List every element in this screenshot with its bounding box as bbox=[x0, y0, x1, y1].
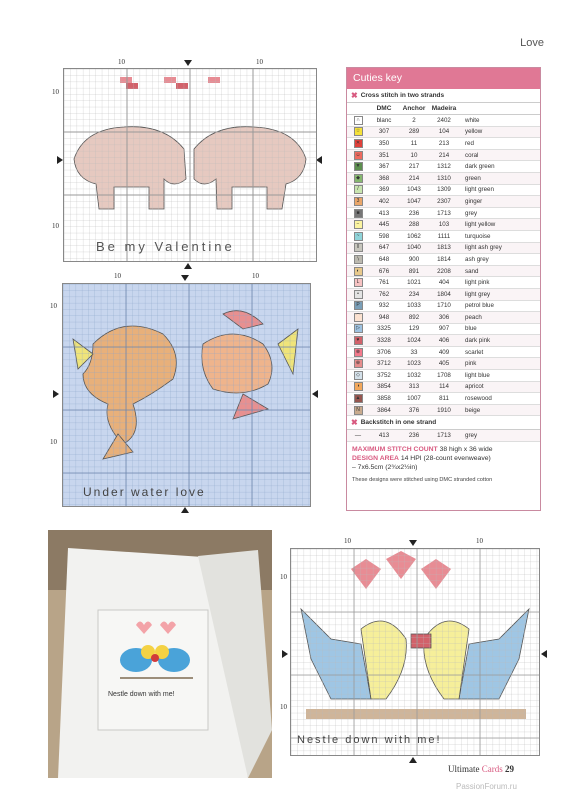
cell-anchor: 313 bbox=[408, 383, 420, 391]
col-anchor: Anchor bbox=[402, 105, 426, 112]
cell-name: green bbox=[465, 174, 481, 182]
cell-madeira: 114 bbox=[439, 383, 449, 391]
cell-dmc: 3706 bbox=[377, 348, 391, 356]
tick-label: 10 bbox=[52, 88, 59, 96]
cell-anchor: 1033 bbox=[407, 302, 421, 310]
key-row bbox=[347, 150, 540, 162]
cell-anchor: 1021 bbox=[407, 279, 421, 287]
cell-anchor: 1047 bbox=[407, 197, 421, 205]
section-label: Love bbox=[520, 37, 544, 49]
cross-icon: ✖ bbox=[351, 418, 358, 428]
symbol-swatch: ⊕ bbox=[354, 359, 363, 368]
cell-dmc: 3752 bbox=[377, 371, 391, 379]
cell-madeira: 1814 bbox=[437, 255, 451, 263]
tick-label: 10 bbox=[118, 58, 125, 66]
tick-label: 10 bbox=[256, 58, 263, 66]
cell-madeira: 1708 bbox=[437, 371, 451, 379]
back-heading-text: Backstitch in one strand bbox=[360, 419, 437, 427]
max-label: MAXIMUM STITCH COUNT bbox=[352, 446, 438, 454]
footer-prefix: Ultimate bbox=[448, 764, 480, 774]
cell-name: apricot bbox=[465, 383, 484, 391]
cell-name: light yellow bbox=[465, 221, 496, 229]
cell-name: ginger bbox=[465, 197, 483, 205]
cell-madeira: 1804 bbox=[437, 290, 451, 298]
symbol-swatch: ☺ bbox=[355, 151, 361, 158]
cell-madeira: 213 bbox=[438, 139, 450, 147]
cell-anchor: 234 bbox=[408, 290, 420, 298]
center-arrow-left bbox=[53, 390, 59, 398]
cell-madeira: 2402 bbox=[437, 116, 451, 124]
cell-name: pink bbox=[465, 360, 477, 368]
cell-anchor: 289 bbox=[408, 128, 420, 136]
cell-madeira: 1910 bbox=[437, 406, 451, 414]
key-header-row bbox=[347, 103, 540, 115]
cell-madeira: 1312 bbox=[437, 163, 451, 171]
cell-name: turquoise bbox=[465, 232, 491, 240]
symbol-swatch: ◆ bbox=[354, 174, 363, 183]
cell-dmc: 3864 bbox=[377, 406, 391, 414]
symbol-swatch: − bbox=[354, 220, 363, 229]
cell-anchor: 214 bbox=[408, 174, 420, 182]
colour-key bbox=[346, 67, 541, 511]
cell-anchor: 10 bbox=[410, 151, 418, 159]
cell-anchor: 1007 bbox=[407, 395, 421, 403]
cell-dmc: 368 bbox=[378, 174, 390, 182]
cell-anchor: 376 bbox=[408, 406, 420, 414]
cell-anchor: 1040 bbox=[407, 244, 421, 252]
cell-anchor: 1043 bbox=[407, 186, 421, 194]
cell-madeira: 907 bbox=[438, 325, 450, 333]
cell-madeira: 2208 bbox=[437, 267, 451, 275]
key-row bbox=[347, 138, 540, 150]
key-row bbox=[347, 254, 540, 266]
cell-madeira: 1309 bbox=[437, 186, 451, 194]
cell-name: blue bbox=[465, 325, 477, 333]
cross-heading-text: Cross stitch in two strands bbox=[360, 92, 445, 99]
symbol-swatch: ∖ bbox=[354, 255, 363, 264]
key-row bbox=[347, 277, 540, 289]
cell-madeira: 1713 bbox=[437, 209, 451, 217]
chart-caption: Be my Valentine bbox=[96, 239, 235, 254]
cell-name: petrol blue bbox=[465, 302, 494, 310]
key-row bbox=[347, 312, 540, 324]
cell-anchor: 236 bbox=[408, 209, 420, 217]
key-row bbox=[347, 393, 540, 405]
cell-name: light ash grey bbox=[465, 244, 502, 252]
cell-madeira: 1713 bbox=[437, 432, 451, 440]
cell-dmc: 3712 bbox=[377, 360, 391, 368]
key-row bbox=[347, 219, 540, 231]
design-value2: – 7x6.5cm (2¾x2½in) bbox=[352, 464, 418, 472]
cell-dmc: 647 bbox=[378, 244, 390, 252]
cell-anchor: 33 bbox=[410, 348, 418, 356]
cell-anchor: 1024 bbox=[407, 337, 421, 345]
cell-name: light green bbox=[465, 186, 494, 194]
tick-label: 10 bbox=[114, 272, 121, 280]
cell-name: yellow bbox=[465, 128, 483, 136]
cell-anchor: 236 bbox=[408, 432, 420, 440]
backstitch-line-icon: — bbox=[354, 432, 362, 440]
cell-name: dark green bbox=[465, 163, 495, 171]
photo-svg bbox=[48, 530, 272, 778]
tick-label: 10 bbox=[252, 272, 259, 280]
footer-accent: Cards bbox=[481, 764, 503, 774]
cell-dmc: blanc bbox=[376, 116, 392, 124]
cell-madeira: 2307 bbox=[437, 197, 451, 205]
cell-anchor: 891 bbox=[408, 267, 420, 275]
cell-dmc: 648 bbox=[378, 255, 390, 263]
cell-dmc: 413 bbox=[378, 209, 390, 217]
tick-label: 10 bbox=[280, 703, 287, 711]
cell-dmc: 762 bbox=[378, 290, 390, 298]
key-title: Cuties key bbox=[347, 68, 540, 89]
cell-anchor: 129 bbox=[408, 325, 420, 333]
grid-svg bbox=[63, 284, 310, 506]
design-value: 14 HPI (28-count evenweave) bbox=[400, 455, 491, 463]
cell-dmc: 3858 bbox=[377, 395, 391, 403]
cell-dmc: 307 bbox=[378, 128, 390, 136]
cell-anchor: 900 bbox=[408, 255, 420, 263]
cell-dmc: 350 bbox=[378, 139, 390, 147]
symbol-swatch: ∩ bbox=[354, 116, 363, 125]
cell-anchor: 288 bbox=[408, 221, 420, 229]
card-caption: Nestle down with me! bbox=[108, 691, 175, 698]
tick-label: 10 bbox=[476, 537, 483, 545]
symbol-swatch: / bbox=[354, 185, 363, 194]
key-row bbox=[347, 382, 540, 394]
key-rows bbox=[347, 115, 540, 416]
cell-name: red bbox=[465, 139, 474, 147]
symbol-swatch: P bbox=[354, 301, 363, 310]
cell-name: light pink bbox=[465, 279, 490, 287]
symbol-swatch: ‖ bbox=[354, 243, 363, 252]
cell-anchor: 1032 bbox=[407, 371, 421, 379]
key-row bbox=[347, 185, 540, 197]
cell-name: dark pink bbox=[465, 337, 491, 345]
cell-anchor: 2 bbox=[412, 116, 416, 124]
cell-madeira: 306 bbox=[438, 313, 450, 321]
cell-dmc: 932 bbox=[378, 302, 390, 310]
key-row bbox=[347, 324, 540, 336]
cell-madeira: 405 bbox=[438, 360, 450, 368]
cell-madeira: 214 bbox=[438, 151, 450, 159]
symbol-swatch: ✕ bbox=[354, 139, 363, 148]
symbol-swatch: ▷ bbox=[354, 324, 363, 333]
center-arrow-bottom bbox=[184, 263, 192, 269]
key-row bbox=[347, 173, 540, 185]
chart-grid bbox=[62, 283, 311, 507]
cell-madeira: 1710 bbox=[437, 302, 451, 310]
cell-dmc: 402 bbox=[378, 197, 390, 205]
cell-name: grey bbox=[465, 209, 478, 217]
key-row bbox=[347, 196, 540, 208]
chart-grid bbox=[63, 68, 317, 262]
cell-name: white bbox=[465, 116, 480, 124]
cell-dmc: 3325 bbox=[377, 325, 391, 333]
tick-label: 10 bbox=[280, 573, 287, 581]
max-value: 38 high x 36 wide bbox=[439, 446, 493, 454]
key-note: These designs were stitched using DMC stranded cotton bbox=[352, 477, 493, 484]
tick-label: 10 bbox=[50, 438, 57, 446]
symbol-swatch: ▼ bbox=[354, 162, 363, 171]
symbol-swatch: 3 bbox=[354, 197, 363, 206]
cell-name: light blue bbox=[465, 371, 490, 379]
cell-anchor: 1023 bbox=[407, 360, 421, 368]
key-row bbox=[347, 243, 540, 255]
cell-madeira: 104 bbox=[438, 128, 450, 136]
symbol-swatch: ◑ bbox=[354, 382, 363, 391]
cell-anchor: 11 bbox=[410, 139, 418, 147]
key-row bbox=[347, 335, 540, 347]
cell-name: light grey bbox=[465, 290, 491, 298]
symbol-swatch: ♥ bbox=[354, 336, 363, 345]
cell-dmc: 3854 bbox=[377, 383, 391, 391]
symbol-swatch: ◇ bbox=[354, 371, 363, 380]
cell-dmc: 369 bbox=[378, 186, 390, 194]
symbol-swatch: • bbox=[354, 290, 363, 299]
cross-icon: ✖ bbox=[351, 91, 358, 100]
cell-madeira: 409 bbox=[438, 348, 450, 356]
grid-svg bbox=[64, 69, 316, 261]
cell-anchor: 892 bbox=[408, 313, 420, 321]
key-row bbox=[347, 289, 540, 301]
cell-dmc: 3328 bbox=[377, 337, 391, 345]
cell-name: peach bbox=[465, 313, 482, 321]
back-heading bbox=[347, 416, 540, 430]
backstitch-row bbox=[347, 430, 540, 442]
key-row bbox=[347, 347, 540, 359]
symbol-swatch: ⊗ bbox=[354, 348, 363, 357]
cross-heading bbox=[347, 89, 540, 103]
key-row bbox=[347, 231, 540, 243]
page-number: 29 bbox=[505, 764, 514, 774]
cell-madeira: 404 bbox=[438, 279, 450, 287]
key-row bbox=[347, 358, 540, 370]
key-row bbox=[347, 161, 540, 173]
symbol-swatch: ~ bbox=[354, 232, 363, 241]
cell-madeira: 1813 bbox=[437, 244, 451, 252]
center-arrow-top bbox=[184, 60, 192, 66]
cell-name: grey bbox=[465, 432, 478, 440]
center-arrow-right bbox=[312, 390, 318, 398]
symbol-swatch: ⌒ bbox=[355, 313, 361, 320]
cell-madeira: 1310 bbox=[437, 174, 451, 182]
key-row bbox=[347, 127, 540, 139]
col-dmc: DMC bbox=[376, 105, 392, 112]
cell-name: coral bbox=[465, 151, 479, 159]
chart-caption: Under water love bbox=[83, 485, 206, 499]
card-photo bbox=[48, 530, 272, 778]
center-arrow-bottom bbox=[409, 757, 417, 763]
symbol-swatch: N bbox=[354, 406, 363, 415]
cell-name: scarlet bbox=[465, 348, 484, 356]
symbol-swatch: ◐ bbox=[354, 267, 363, 276]
key-row bbox=[347, 405, 540, 417]
cell-anchor: 1062 bbox=[407, 232, 421, 240]
cell-dmc: 948 bbox=[378, 313, 390, 321]
symbol-swatch: ☆ bbox=[354, 127, 363, 136]
watermark: PassionForum.ru bbox=[456, 782, 517, 791]
key-row bbox=[347, 370, 540, 382]
tick-label: 10 bbox=[50, 302, 57, 310]
cell-madeira: 811 bbox=[439, 395, 449, 403]
symbol-swatch: L bbox=[354, 278, 363, 287]
cell-madeira: 406 bbox=[438, 337, 450, 345]
cell-anchor: 217 bbox=[408, 163, 420, 171]
center-arrow-top bbox=[409, 540, 417, 546]
cell-madeira: 1111 bbox=[437, 232, 451, 240]
cell-dmc: 445 bbox=[378, 221, 390, 229]
grid-svg bbox=[291, 549, 539, 755]
cell-name: sand bbox=[465, 267, 479, 275]
cell-dmc: 598 bbox=[378, 232, 390, 240]
cell-name: beige bbox=[465, 406, 481, 414]
design-label: DESIGN AREA bbox=[352, 455, 399, 463]
cell-dmc: 761 bbox=[378, 279, 390, 287]
center-arrow-bottom bbox=[181, 507, 189, 513]
center-arrow-left bbox=[282, 650, 288, 658]
symbol-swatch: ■ bbox=[354, 209, 363, 218]
cell-dmc: 351 bbox=[378, 151, 390, 159]
chart-caption: Nestle down with me! bbox=[297, 734, 442, 746]
chart-grid bbox=[290, 548, 540, 756]
stitch-count bbox=[347, 442, 540, 473]
cell-dmc: 367 bbox=[378, 163, 390, 171]
cell-madeira: 103 bbox=[438, 221, 450, 229]
key-row bbox=[347, 301, 540, 313]
col-madeira: Madeira bbox=[431, 105, 457, 112]
tick-label: 10 bbox=[52, 222, 59, 230]
key-row bbox=[347, 115, 540, 127]
key-row bbox=[347, 266, 540, 278]
cell-name: ash grey bbox=[465, 255, 489, 263]
cell-dmc: 676 bbox=[378, 267, 390, 275]
tick-label: 10 bbox=[344, 537, 351, 545]
page-footer bbox=[448, 764, 514, 774]
cell-dmc: 413 bbox=[378, 432, 390, 440]
key-row bbox=[347, 208, 540, 220]
center-arrow-right bbox=[541, 650, 547, 658]
cell-name: rosewood bbox=[465, 395, 492, 403]
symbol-swatch: ▲ bbox=[354, 394, 363, 403]
center-arrow-top bbox=[181, 275, 189, 281]
